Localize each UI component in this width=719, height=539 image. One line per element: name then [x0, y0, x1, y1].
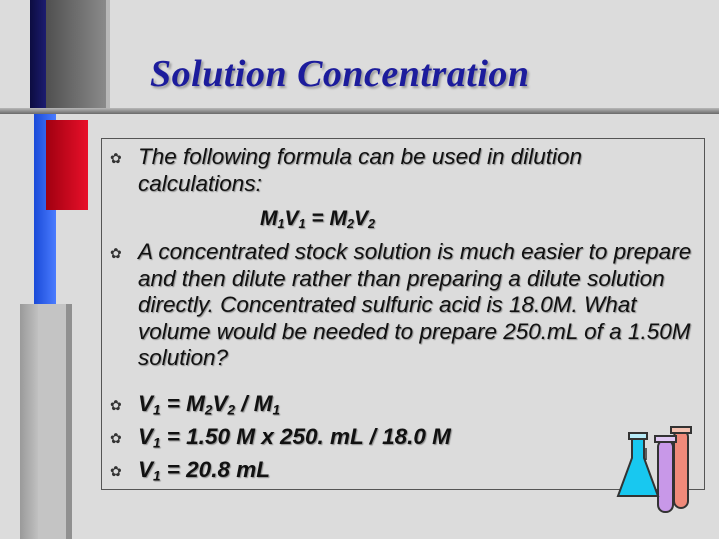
dark-navy-bar: [30, 0, 46, 108]
flower-bullet-icon: ✿: [110, 246, 122, 262]
red-bar: [46, 120, 88, 210]
dark-gray-bar: [46, 0, 106, 108]
bullet-text-3: $V_1 = M_2V_2 / M_1$: [138, 391, 280, 418]
flower-bullet-icon: ✿: [110, 398, 122, 414]
slide-title: Solution Concentration: [150, 53, 530, 95]
flower-bullet-icon: ✿: [110, 151, 122, 167]
dark-stripe-bar: [66, 304, 72, 539]
flower-bullet-icon: ✿: [110, 431, 122, 447]
flower-bullet-icon: ✿: [110, 464, 122, 480]
bullet-text-1: The following formula can be used in dilution calculations:: [138, 144, 583, 196]
title-rule: [0, 108, 719, 114]
bullet-text-4: $V_1 = 1.50$ M x 250. mL / 18.0 M: [138, 424, 451, 451]
content-box: [101, 138, 705, 490]
bullet-text-5: $V_1 = 20.8$ mL: [138, 457, 270, 484]
gray-stripe-bar: [38, 304, 66, 539]
lab-glassware-icon: [616, 424, 716, 524]
gray-thin-bar: [20, 304, 38, 539]
light-gray-bar: [106, 0, 110, 108]
dilution-formula: $M_1V_1 = M_2V_2$: [260, 207, 376, 232]
bullet-text-2: A concentrated stock solution is much easier to prepare and then dilute rather than preparing a dilute solution directly. Concentrated sulfuric acid is 18.0M. What volume would be needed to prepare 250.mL of a 1.50M solution?: [138, 239, 692, 370]
